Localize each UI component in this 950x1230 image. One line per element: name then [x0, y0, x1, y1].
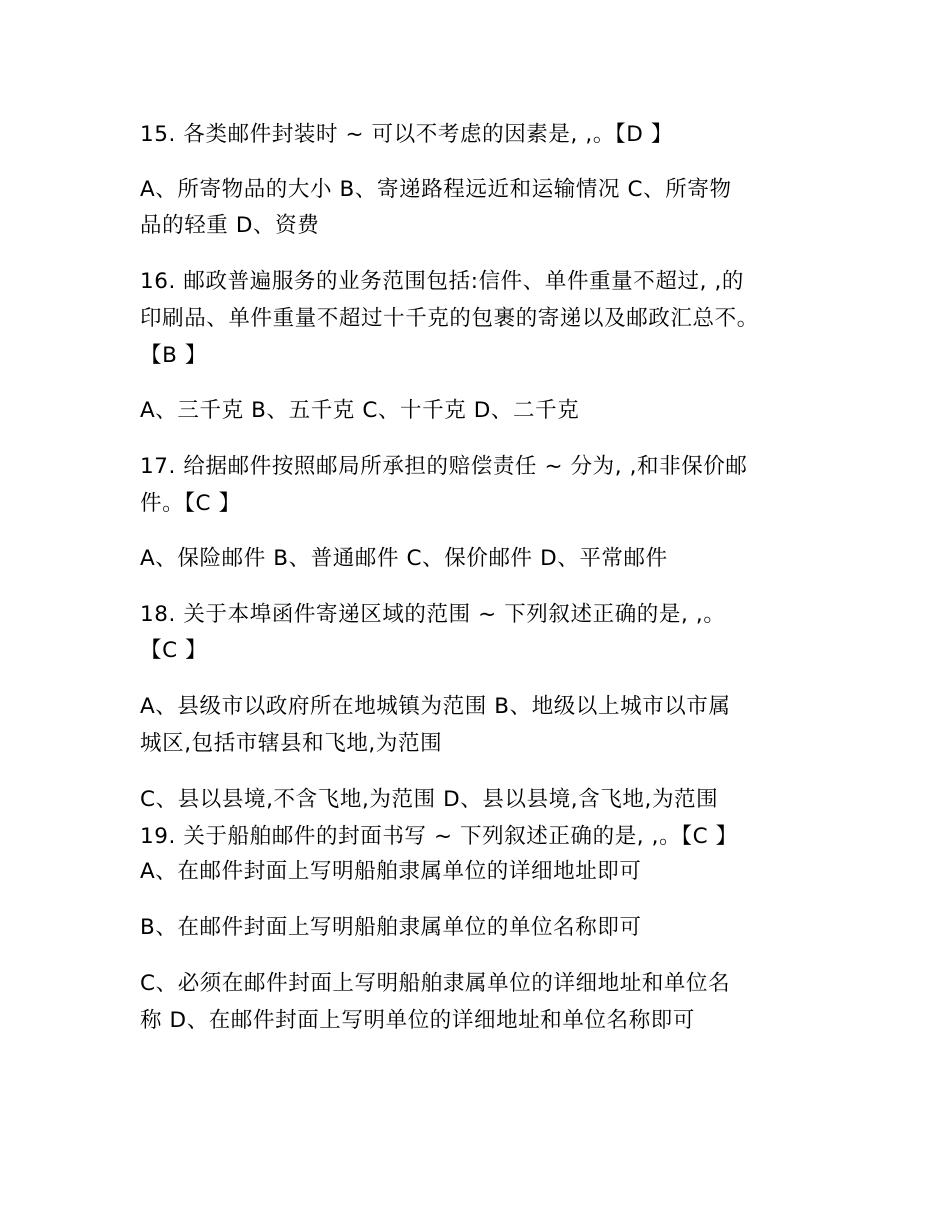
question-16-line-2: 印刷品、单件重量不超过十千克的包裹的寄递以及邮政汇总不。 — [140, 306, 759, 331]
question-18-answer: 【C 】 — [140, 638, 208, 663]
q16-options: A、三千克 B、五千克 C、十千克 D、二千克 — [140, 398, 580, 423]
question-17-line-1: 17. 给据邮件按照邮局所承担的赔偿责任 ~ 分为, ,和非保价邮 — [140, 454, 748, 479]
question-19: 19. 关于船舶邮件的封面书写 ~ 下列叙述正确的是, ,。【C 】 — [140, 824, 738, 849]
question-16-line-1: 16. 邮政普遍服务的业务范围包括:信件、单件重量不超过, ,的 — [140, 269, 744, 294]
q19-option-c-line-2: 称 D、在邮件封面上写明单位的详细地址和单位名称即可 — [140, 1008, 695, 1033]
q19-option-a: A、在邮件封面上写明船舶隶属单位的详细地址即可 — [140, 859, 642, 884]
q19-option-c-line-1: C、必须在邮件封面上写明船舶隶属单位的详细地址和单位名 — [140, 971, 731, 996]
q18-options-line-2: 城区,包括市辖县和飞地,为范围 — [140, 731, 443, 756]
q15-options-line-2: 品的轻重 D、资费 — [140, 213, 320, 238]
q15-options-line-1: A、所寄物品的大小 B、寄递路程远近和运输情况 C、所寄物 — [140, 177, 732, 202]
question-16-answer: 【B 】 — [140, 343, 207, 368]
question-17-line-2: 件。【C 】 — [140, 491, 241, 516]
question-18-line-1: 18. 关于本埠函件寄递区域的范围 ~ 下列叙述正确的是, ,。 — [140, 602, 726, 627]
question-15: 15. 各类邮件封装时 ~ 可以不考虑的因素是, ,。【D 】 — [140, 122, 673, 147]
q17-options: A、保险邮件 B、普通邮件 C、保价邮件 D、平常邮件 — [140, 546, 668, 571]
q18-options-line-3: C、县以县境,不含飞地,为范围 D、县以县境,含飞地,为范围 — [140, 787, 719, 812]
q19-option-b: B、在邮件封面上写明船舶隶属单位的单位名称即可 — [140, 915, 642, 940]
q18-options-line-1: A、县级市以政府所在地城镇为范围 B、地级以上城市以市属 — [140, 694, 731, 719]
